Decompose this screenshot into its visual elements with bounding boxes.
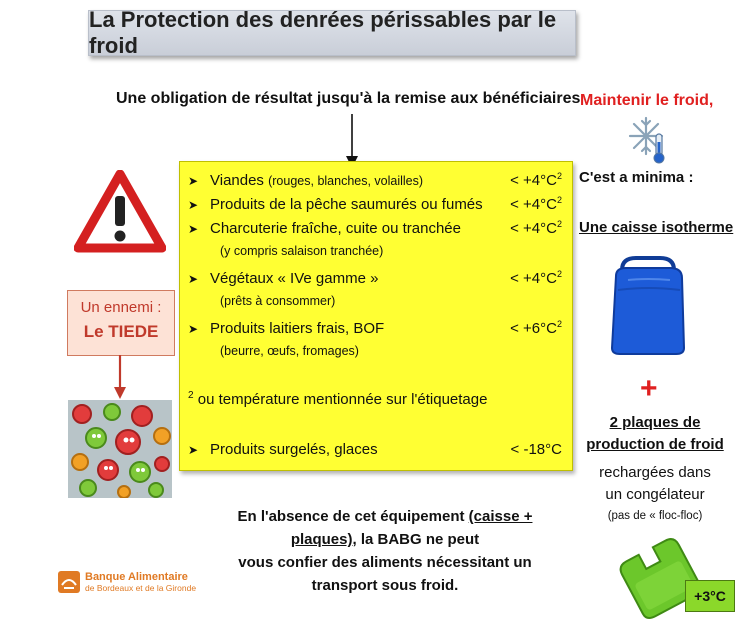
product-temperature-box (179, 161, 573, 471)
product-name: Produits de la pêche saumurés ou fumés (210, 196, 483, 213)
snowflake-thermometer-icon (628, 116, 668, 164)
microbes-image (68, 400, 172, 498)
down-arrow-icon (345, 114, 359, 168)
recharge-line: un congélateur (605, 486, 705, 503)
page-title: La Protection des denrées périssables par le froid (88, 10, 576, 56)
footnote-body: ou température mentionnée sur l'étiquetage (193, 391, 488, 408)
logo-subtitle: de Bordeaux et de la Gironde (85, 582, 197, 593)
product-temp: < +4°C (510, 270, 557, 287)
product-row (188, 219, 562, 237)
product-temp: < -18°C (510, 441, 562, 458)
arrow-bullet-icon: ➤ (188, 322, 199, 336)
product-sub: (beurre, œufs, fromages) (220, 344, 359, 358)
arrow-bullet-icon: ➤ (188, 174, 199, 188)
recharge-text (566, 462, 744, 506)
product-temp: < +6°C (510, 320, 557, 337)
plaques-title (566, 412, 744, 456)
temperature-badge: +3°C (685, 580, 735, 612)
minima-text: C'est a minima : (579, 169, 694, 186)
enemy-box (67, 290, 175, 356)
product-name: Charcuterie fraîche, cuite ou tranchée (210, 220, 461, 237)
arrow-bullet-icon: ➤ (188, 443, 199, 457)
footnote-text (188, 390, 487, 408)
equipment-warning-text (230, 505, 540, 597)
maintenir-le-froid: Maintenir le froid, (580, 92, 714, 109)
frozen-row (188, 441, 562, 458)
product-name: Produits surgelés, glaces (210, 441, 378, 458)
arrow-bullet-icon: ➤ (188, 198, 199, 212)
plus-sign: + (640, 372, 658, 405)
bottom-line: En l'absence de cet équipement (237, 508, 469, 525)
product-temp: < +4°C (510, 196, 557, 213)
product-row (188, 171, 562, 189)
product-temp: < +4°C (510, 220, 557, 237)
footnote-mark: 2 (188, 390, 194, 401)
product-row (188, 195, 562, 213)
product-detail: (rouges, blanches, volailles) (268, 174, 424, 188)
bottom-line: transport sous froid. (311, 577, 459, 594)
product-name: Viandes (210, 172, 269, 189)
product-row (188, 269, 562, 287)
footnote-mark: 2 (556, 171, 562, 181)
product-name: Végétaux « IVe gamme » (210, 270, 379, 287)
warning-icon (74, 170, 166, 254)
arrow-bullet-icon: ➤ (188, 272, 199, 286)
footnote-mark: 2 (556, 269, 562, 279)
product-temp: < +4°C (510, 172, 557, 189)
enemy-name: Le TIEDE (83, 322, 159, 341)
bottom-line: vous confier des aliments nécessitant un (238, 554, 532, 571)
logo-name: Banque Alimentaire (85, 570, 188, 583)
arrow-bullet-icon: ➤ (188, 222, 199, 236)
recharge-line: rechargées dans (599, 464, 711, 481)
product-sub: (prêts à consommer) (220, 294, 336, 308)
floc-note: (pas de « floc-floc) (607, 510, 703, 522)
isothermal-bag-image (608, 250, 688, 358)
bottom-line-underlined: (caisse + (468, 508, 533, 525)
enemy-label: Un ennemi : (80, 299, 162, 316)
obligation-text: Une obligation de résultat jusqu'à la remise aux bénéficiaires (116, 90, 581, 107)
product-name: Produits laitiers frais, BOF (210, 320, 385, 337)
footnote-mark: 2 (556, 319, 562, 329)
caisse-isotherme-title: Une caisse isotherme (579, 219, 734, 236)
red-down-arrow-icon (113, 355, 127, 399)
food-bank-logo-icon (58, 571, 80, 593)
plaques-line: 2 plaques de (609, 414, 701, 431)
bottom-line: , la BABG ne peut (352, 531, 480, 548)
bottom-line-underlined: plaques) (290, 531, 353, 548)
product-sub: (y compris salaison tranchée) (220, 244, 384, 258)
plaques-line: production de froid (586, 436, 724, 453)
footnote-mark: 2 (556, 195, 562, 205)
footnote-mark: 2 (556, 219, 562, 229)
product-row (188, 319, 562, 337)
banque-alimentaire-logo (58, 564, 218, 600)
